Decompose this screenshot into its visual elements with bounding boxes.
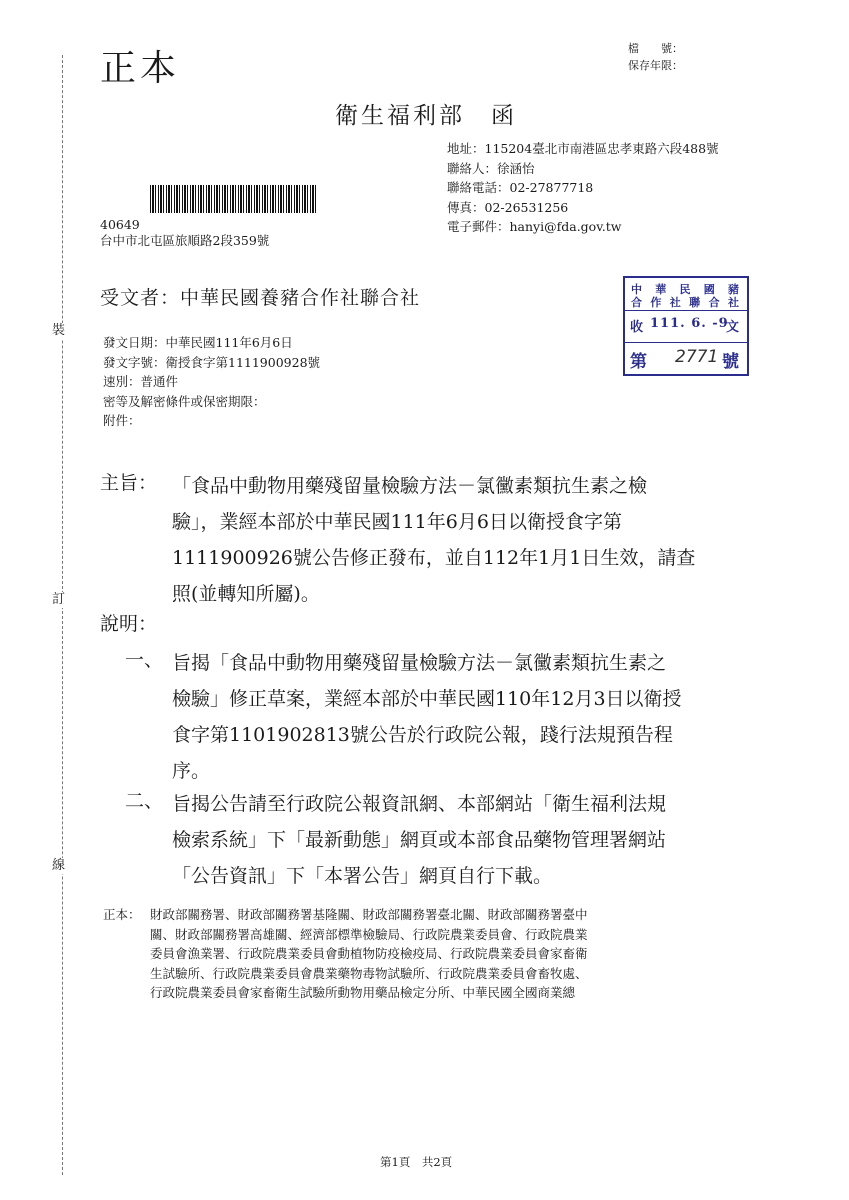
file-meta <box>628 40 683 74</box>
binding-line <box>62 55 63 1175</box>
contact-fax: 傳真：02-26531256 <box>447 199 569 215</box>
binding-mark-order: 訂 <box>52 592 66 607</box>
recipient: 受文者：中華民國養豬合作社聯合社 <box>100 287 421 309</box>
document-title: 衛生福利部 函 <box>335 103 517 129</box>
document-meta <box>103 333 320 431</box>
contact-block <box>447 139 719 237</box>
binding-mark-bind: 裝 <box>52 323 66 338</box>
page-number: 第1頁 共2頁 <box>380 1155 453 1169</box>
subject-text: 「食品中動物用藥殘留量檢驗方法－氯黴素類抗生素之檢 驗」，業經本部於中華民國111年6月6日以衛授食字第 1111900926號公告修正發布，並自112年1月1日生效，請查 照(並轉知所屬)。 <box>172 475 696 605</box>
document-number: 發文字號：衛授食字第1111900928號 <box>103 354 321 370</box>
binding-mark-line: 線 <box>52 858 66 873</box>
stamp-org-row-2: 合 作 社 聯 合 社 <box>631 296 739 309</box>
contact-person: 聯絡人：徐涵怡 <box>447 160 535 176</box>
received-stamp: 中 華 民 國 豬 合 作 社 聯 合 社 收 111. 6. -9 文 第 2771 號 <box>623 276 749 376</box>
postal-code: 40649 <box>100 217 140 232</box>
copies-label: 正本： <box>103 907 141 922</box>
copies-list: 財政部關務署、財政部關務署基隆關、財政部關務署臺北關、財政部關務署臺中 關、財政部關務署高雄關、經濟部標準檢驗局、行政院農業委員會、行政院農業 委員會漁業署、行政院農業委員會動植物防疫檢疫局、行政院農業委員會家畜衛 生試驗所、行政院農業委員會農業藥物毒物試驗所、行政院農業委員會畜牧處、 行政院農業委員會家畜衛生試驗所動物用藥品檢定分所、中華民國全國商業總 <box>150 907 588 1000</box>
mailing-address: 台中市北屯區旅順路2段359號 <box>100 233 270 248</box>
explanation-label: 說明： <box>100 613 158 635</box>
subject-label: 主旨： <box>100 472 158 494</box>
copy-label: 正本 <box>100 48 181 89</box>
explanation-item-1-number: 一、 <box>125 649 164 671</box>
stamp-org-row-1: 中 華 民 國 豬 <box>631 283 739 296</box>
contact-address: 地址：115204臺北市南港區忠孝東路六段488號 <box>447 141 719 156</box>
issue-date: 發文日期：中華民國111年6月6日 <box>103 335 293 350</box>
contact-phone: 聯絡電話：02-27877718 <box>447 180 594 195</box>
explanation-item-1-text: 旨揭「食品中動物用藥殘留量檢驗方法－氯黴素類抗生素之 檢驗」修正草案，業經本部於中華民國110年12月3日以衛授 食字第1101902813號公告於行政院公報，踐行法規預告程 序。 <box>172 652 682 782</box>
retention-period-label: 保存年限： <box>628 59 683 72</box>
file-number-label: 檔 號： <box>628 42 683 55</box>
explanation-item-2-text: 旨揭公告請至行政院公報資訊網、本部網站「衛生福利法規 檢索系統」下「最新動態」網頁或本部食品藥物管理署網站 「公告資訊」下「本署公告」網頁自行下載。 <box>172 793 667 887</box>
barcode <box>150 185 316 213</box>
explanation-item-2-number: 二、 <box>125 790 164 812</box>
contact-email: 電子郵件：hanyi@fda.gov.tw <box>447 219 622 234</box>
delivery-speed: 速別：普通件 <box>103 374 179 389</box>
security-level: 密等及解密條件或保密期限： <box>103 393 266 409</box>
attachment: 附件： <box>103 413 141 428</box>
